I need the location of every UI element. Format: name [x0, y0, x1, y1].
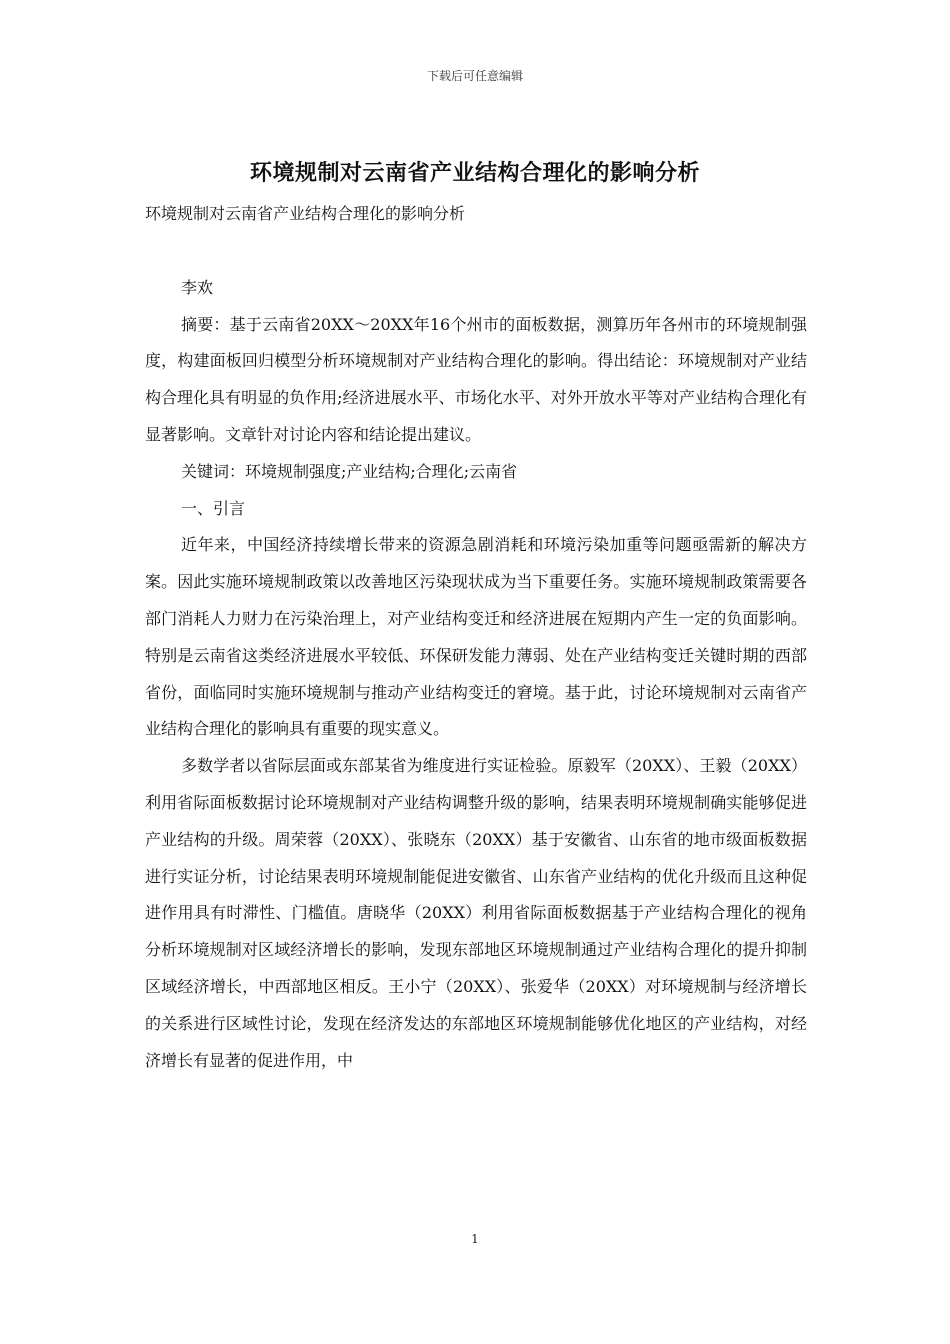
- keywords-line: 关键词：环境规制强度;产业结构;合理化;云南省: [181, 461, 518, 481]
- document-body: [145, 196, 807, 1079]
- body-paragraph: 多数学者以省际层面或东部某省为维度进行实证检验。原毅军（20XX）、王毅（20XX）利用省际面板数据讨论环境规制对产业结构调整升级的影响，结果表明环境规制确实能够促进产业结构的升级。周荣蓉（20XX）、张晓东（20XX）基于安徽省、山东省的地市级面板数据进行实证分析，讨论结果表明环境规制能促进安徽省、山东省产业结构的优化升级而且这种促进作用具有时滞性、门槛值。唐晓华（20XX）利用省际面板数据基于产业结构合理化的视角分析环境规制对区域经济增长的影响，发现东部地区环境规制通过产业结构合理化的提升抑制区域经济增长，中西部地区相反。王小宁（20XX）、张爱华（20XX）对环境规制与经济增长的关系进行区域性讨论，发现在经济发达的东部地区环境规制能够优化地区的产业结构，对经济增长有显著的促进作用，中: [145, 756, 807, 1070]
- document-subtitle: 环境规制对云南省产业结构合理化的影响分析: [145, 204, 466, 223]
- abstract-paragraph: 摘要：基于云南省20XX～20XX年16个州市的面板数据，测算历年各州市的环境规制强度，构建面板回归模型分析环境规制对产业结构合理化的影响。得出结论：环境规制对产业结构合理化具有明显的负作用;经济进展水平、市场化水平、对外开放水平等对产业结构合理化有显著影响。文章针对讨论内容和结论提出建议。: [145, 314, 807, 444]
- body-paragraph: 近年来，中国经济持续增长带来的资源急剧消耗和环境污染加重等问题亟需新的解决方案。因此实施环境规制政策以改善地区污染现状成为当下重要任务。实施环境规制政策需要各部门消耗人力财力在污染治理上，对产业结构变迁和经济进展在短期内产生一定的负面影响。特别是云南省这类经济进展水平较低、环保研发能力薄弱、处在产业结构变迁关键时期的西部省份，面临同时实施环境规制与推动产业结构变迁的窘境。基于此，讨论环境规制对云南省产业结构合理化的影响具有重要的现实意义。: [145, 535, 807, 739]
- header-note: 下载后可任意编辑: [426, 69, 523, 83]
- section-heading-introduction: 一、引言: [181, 498, 246, 518]
- author-name: 李欢: [181, 277, 214, 297]
- page-number: 1: [471, 1232, 479, 1246]
- document-title: 环境规制对云南省产业结构合理化的影响分析: [249, 160, 700, 186]
